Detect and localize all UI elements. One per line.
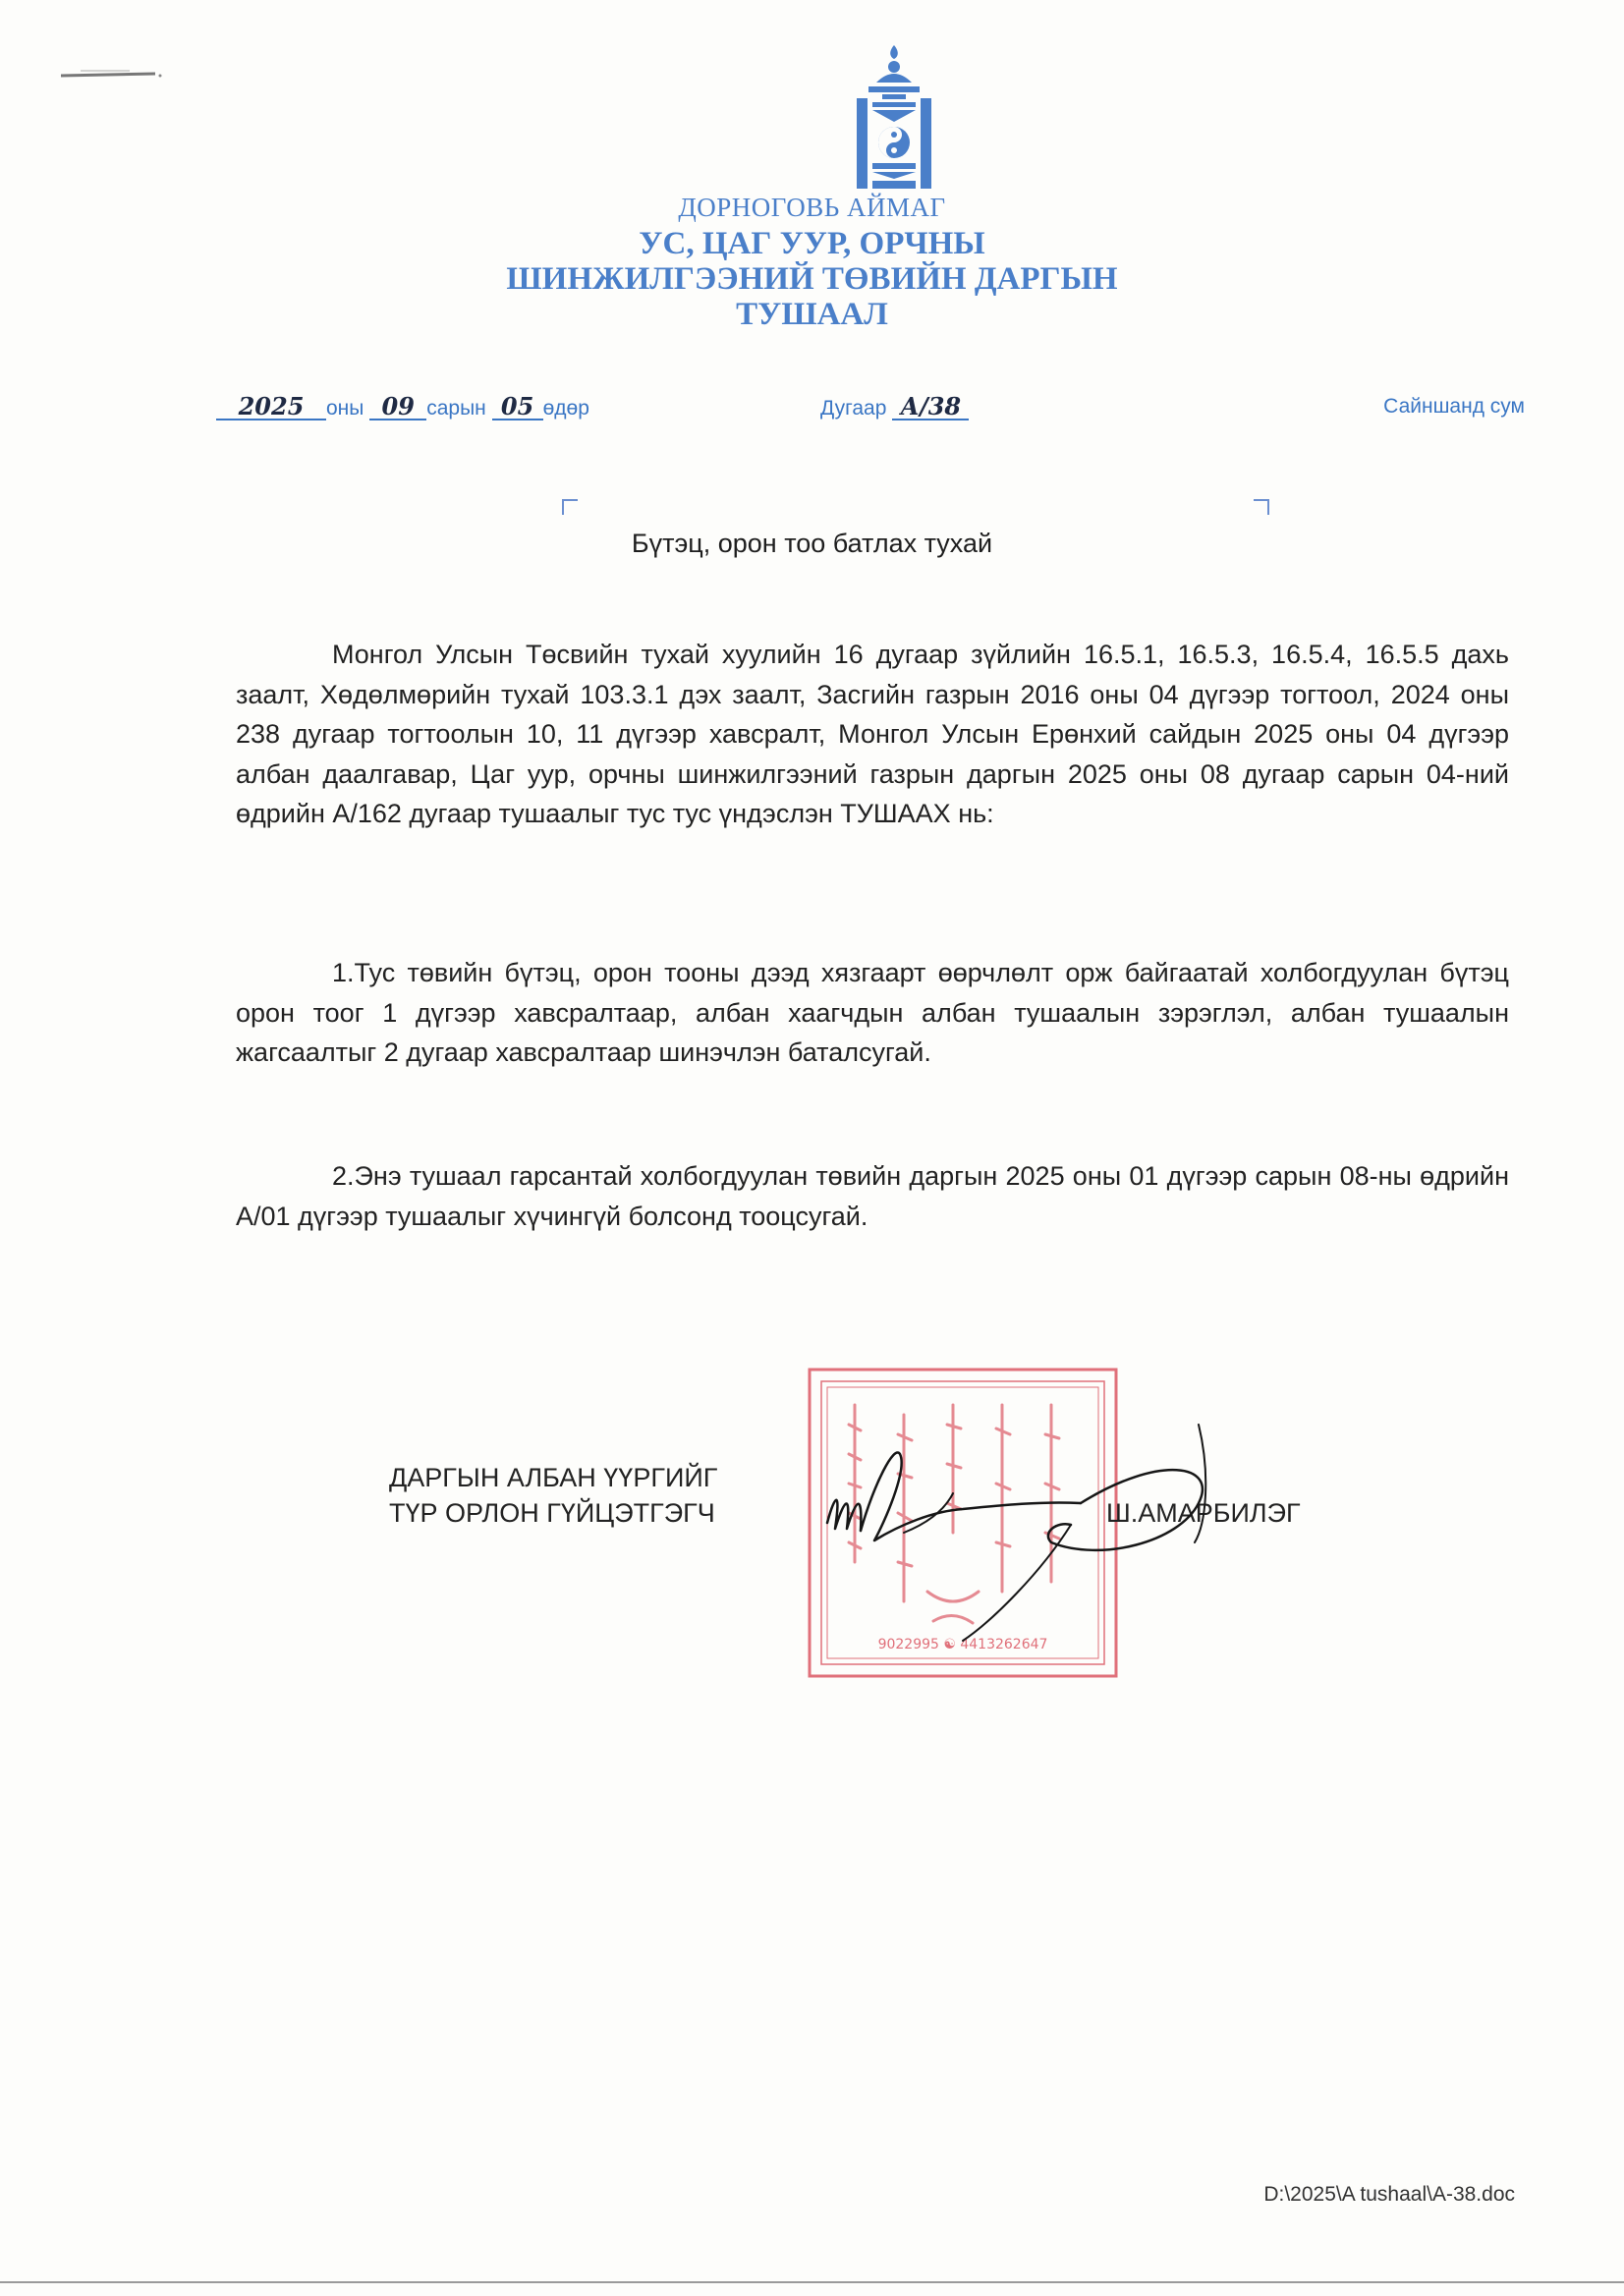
date-year-label: оны: [326, 397, 364, 420]
signatory-title-line1: ДАРГЫН АЛБАН ҮҮРГИЙГ: [389, 1463, 718, 1492]
document-place: Сайншанд сум: [1383, 395, 1525, 418]
soyombo-emblem-icon: [853, 43, 935, 191]
org-name-line1: УС, ЦАГ УУР, ОРЧНЫ: [639, 226, 985, 261]
number-label: Дугаар: [820, 397, 887, 420]
org-name-line2: ШИНЖИЛГЭЭНИЙ ТӨВИЙН ДАРГЫН: [506, 261, 1118, 297]
clause-1-paragraph: 1.Тус төвийн бүтэц, орон тооны дээд хязгаарт өөрчлөлт орж байгаатай холбогдуулан бүтэц орон тоог 1 дүгээр хавсралтаар, албан хаагчдын албан тушаалын зэрэглэл, албан тушаалын жагсаалтыг 2 дугаар хавсралтаар шинэчлэн баталсугай.: [236, 958, 1509, 1067]
signatory-title-line2: ТҮР ОРЛОН ГҮЙЦЭТГЭГЧ: [389, 1498, 715, 1528]
scan-bottom-edge: [0, 2281, 1624, 2283]
title-corner-left: [562, 499, 578, 515]
date-day-label: өдөр: [542, 397, 589, 420]
signatory-name: Ш.АМАРБИЛЭГ: [1106, 1498, 1301, 1528]
number-field: А/38: [892, 395, 969, 420]
aimag-name: ДОРНОГОВЬ АЙМАГ: [678, 193, 946, 222]
date-day-field: 05: [492, 395, 543, 420]
scan-artifact-mark: [61, 69, 163, 83]
document-type: ТУШААЛ: [736, 297, 888, 332]
handwritten-signature: [806, 1395, 1267, 1651]
date-month-field: 09: [369, 395, 426, 420]
date-year-field: 2025: [216, 395, 326, 420]
stamp-number: 9022995 ☯ 4413262647: [877, 1637, 1048, 1652]
clause-2-paragraph: 2.Энэ тушаал гарсантай холбогдуулан төвийн даргын 2025 оны 01 дүгээр сарын 08-ны өдрийн А/01 дүгээр тушаалыг хүчингүй болсонд тооцсугай.: [236, 1161, 1509, 1231]
date-month-label: сарын: [426, 397, 486, 420]
preamble-paragraph: Монгол Улсын Төсвийн тухай хуулийн 16 дугаар зүйлийн 16.5.1, 16.5.3, 16.5.4, 16.5.5 дахь заалт, Хөдөлмөрийн тухай 103.3.1 дэх заалт, Засгийн газрын 2016 оны 04 дүгээр тогтоол, 2024 оны 238 дугаар тогтоолын 10, 11 дүгээр хавсралт, Монгол Улсын Ерөнхий сайдын 2025 оны 04 дүгээр албан даалгавар, Цаг уур, орчны шинжилгээний газрын даргын 2025 оны 08 дугаар сарын 04-ний өдрийн А/162 дугаар тушаалыг тус тус үндэслэн ТУШААХ нь:: [236, 640, 1509, 828]
document-title: Бүтэц, орон тоо батлах тухай: [631, 529, 993, 558]
title-corner-right: [1254, 499, 1269, 515]
file-path-footer: D:\2025\A tushaal\A-38.doc: [1263, 2183, 1515, 2206]
